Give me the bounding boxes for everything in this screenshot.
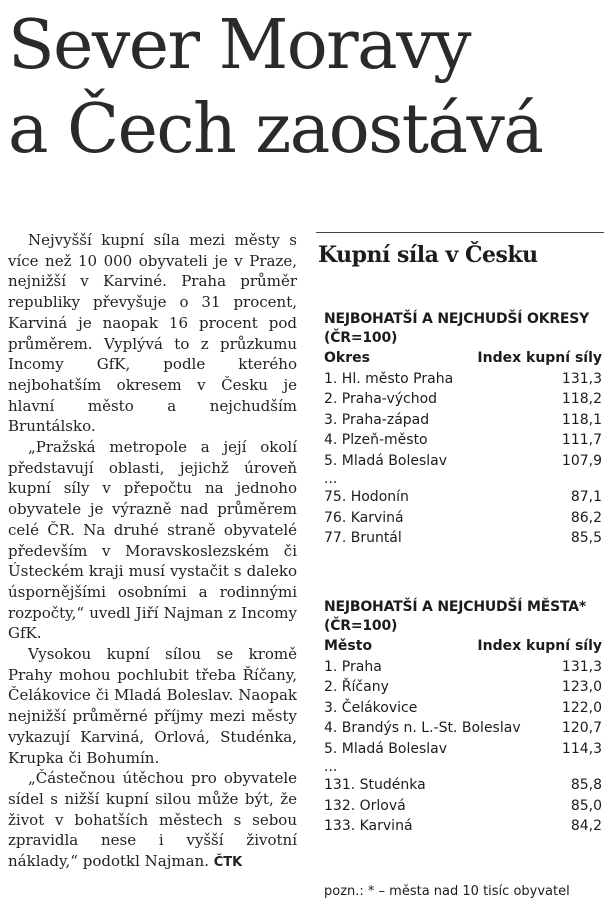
table-row xyxy=(324,739,602,760)
row-name: 4. Brandýs n. L.-St. Boleslav xyxy=(324,720,521,736)
article-paragraph-text: „Částečnou útěchou pro obyvatele sídel s nižší kupní silou může být, že život v bohatších městech s sebou zpravidla nese i vyšší životní náklady,“ podotkl Najman. xyxy=(8,769,297,871)
purchasing-power-sidebar xyxy=(316,232,604,908)
row-name: 2. Říčany xyxy=(324,679,389,695)
table-row xyxy=(324,816,602,837)
districts-title: NEJBOHATŠÍ A NEJCHUDŠÍ OKRESY xyxy=(324,311,590,327)
table-row xyxy=(324,775,602,796)
row-value: 85,8 xyxy=(570,777,602,793)
row-value: 85,0 xyxy=(570,797,602,814)
table-ellipsis: ... xyxy=(324,471,338,487)
table-row xyxy=(324,451,602,472)
row-name: 131. Studénka xyxy=(324,777,426,793)
row-value: 123,0 xyxy=(561,679,602,695)
table-row xyxy=(324,430,602,451)
row-name: 4. Plzeň-město xyxy=(324,432,428,448)
row-name: 77. Bruntál xyxy=(324,530,402,546)
row-value: 131,3 xyxy=(561,370,602,387)
row-value: 120,7 xyxy=(561,720,602,736)
article-paragraph: Vysokou kupní sílou se kromě Prahy mohou pochlubit třeba Říčany, Čelákovice či Mladá Boleslav. Naopak nejnižší průměrné příjmy mezi městy vykazují Karviná, Orlová, Studénka, Krupka či Bohumín. xyxy=(8,645,297,767)
table-row xyxy=(324,796,602,817)
row-name: 5. Mladá Boleslav xyxy=(324,452,447,469)
headline-line-1: Sever Moravy xyxy=(8,6,471,85)
table-row xyxy=(324,508,602,529)
headline-line-2: a Čech zaostává xyxy=(8,90,543,169)
table-ellipsis: ... xyxy=(324,759,338,775)
row-value: 118,2 xyxy=(561,391,602,407)
news-agency-source: ČTK xyxy=(213,855,243,871)
row-name: 75. Hodonín xyxy=(324,489,409,505)
cities-table xyxy=(324,598,602,837)
row-value: 111,7 xyxy=(561,432,602,448)
article-body xyxy=(8,230,297,874)
row-value: 118,1 xyxy=(561,411,602,428)
cities-header-row xyxy=(324,636,602,657)
districts-col-value: Index kupní síly xyxy=(477,350,602,366)
table-row xyxy=(324,487,602,508)
cities-subtitle: (ČR=100) xyxy=(324,618,398,634)
row-value: 107,9 xyxy=(561,452,602,469)
row-name: 5. Mladá Boleslav xyxy=(324,740,447,757)
article-paragraph-last xyxy=(8,768,297,874)
row-name: 132. Orlová xyxy=(324,797,406,814)
row-value: 84,2 xyxy=(570,818,602,834)
headline xyxy=(8,4,608,172)
table-row xyxy=(324,698,602,719)
table-row xyxy=(324,657,602,678)
row-name: 133. Karviná xyxy=(324,818,413,834)
table-row xyxy=(324,410,602,431)
table-row xyxy=(324,528,602,549)
row-value: 85,5 xyxy=(570,530,602,546)
row-name: 1. Praha xyxy=(324,658,382,675)
row-value: 86,2 xyxy=(570,509,602,526)
districts-header-row xyxy=(324,348,602,369)
row-value: 114,3 xyxy=(561,740,602,757)
article-paragraph: Nejvyšší kupní síla mezi městy s více než 10 000 obyvateli je v Praze, nejnižší v Karviné. Praha průměr republiky převyšuje o 31 procent, Karviná je naopak 16 procent pod průměrem. Vyplývá to z průzkumu Incomy GfK, podle kterého nejbohatším okresem v Česku je hlavní město a nejchudším Bruntálsko. xyxy=(8,231,297,436)
row-value: 87,1 xyxy=(570,489,602,505)
row-name: 2. Praha-východ xyxy=(324,391,438,407)
row-value: 131,3 xyxy=(561,658,602,675)
table-row xyxy=(324,677,602,698)
row-name: 1. Hl. město Praha xyxy=(324,370,454,387)
sidebar-top-rule xyxy=(316,232,604,233)
table-row xyxy=(324,718,602,739)
cities-title: NEJBOHATŠÍ A NEJCHUDŠÍ MĚSTA* xyxy=(324,599,586,615)
footnote: pozn.: * – města nad 10 tisíc obyvatel xyxy=(324,884,570,899)
cities-col-name: Město xyxy=(324,638,373,654)
districts-subtitle: (ČR=100) xyxy=(324,330,398,346)
cities-col-value: Index kupní síly xyxy=(477,638,602,654)
row-name: 76. Karviná xyxy=(324,509,404,526)
row-name: 3. Praha-západ xyxy=(324,411,430,428)
districts-col-name: Okres xyxy=(324,350,370,366)
table-row xyxy=(324,369,602,390)
table-row xyxy=(324,389,602,410)
row-name: 3. Čelákovice xyxy=(324,699,418,716)
sidebar-title: Kupní síla v Česku xyxy=(318,242,538,268)
row-value: 122,0 xyxy=(561,699,602,716)
districts-table xyxy=(324,310,602,549)
article-paragraph: „Pražská metropole a její okolí představují oblasti, jejichž úroveň kupní síly v přepočtu na jednoho obyvatele je výrazně nad průměrem celé ČR. Na druhé straně obyvatelé především v Moravskoslezském či Ústeckém kraji musí vystačit s daleko úspornějšími osobními a rodinnými rozpočty,“ uvedl Jiří Najman z Incomy GfK. xyxy=(8,438,297,643)
